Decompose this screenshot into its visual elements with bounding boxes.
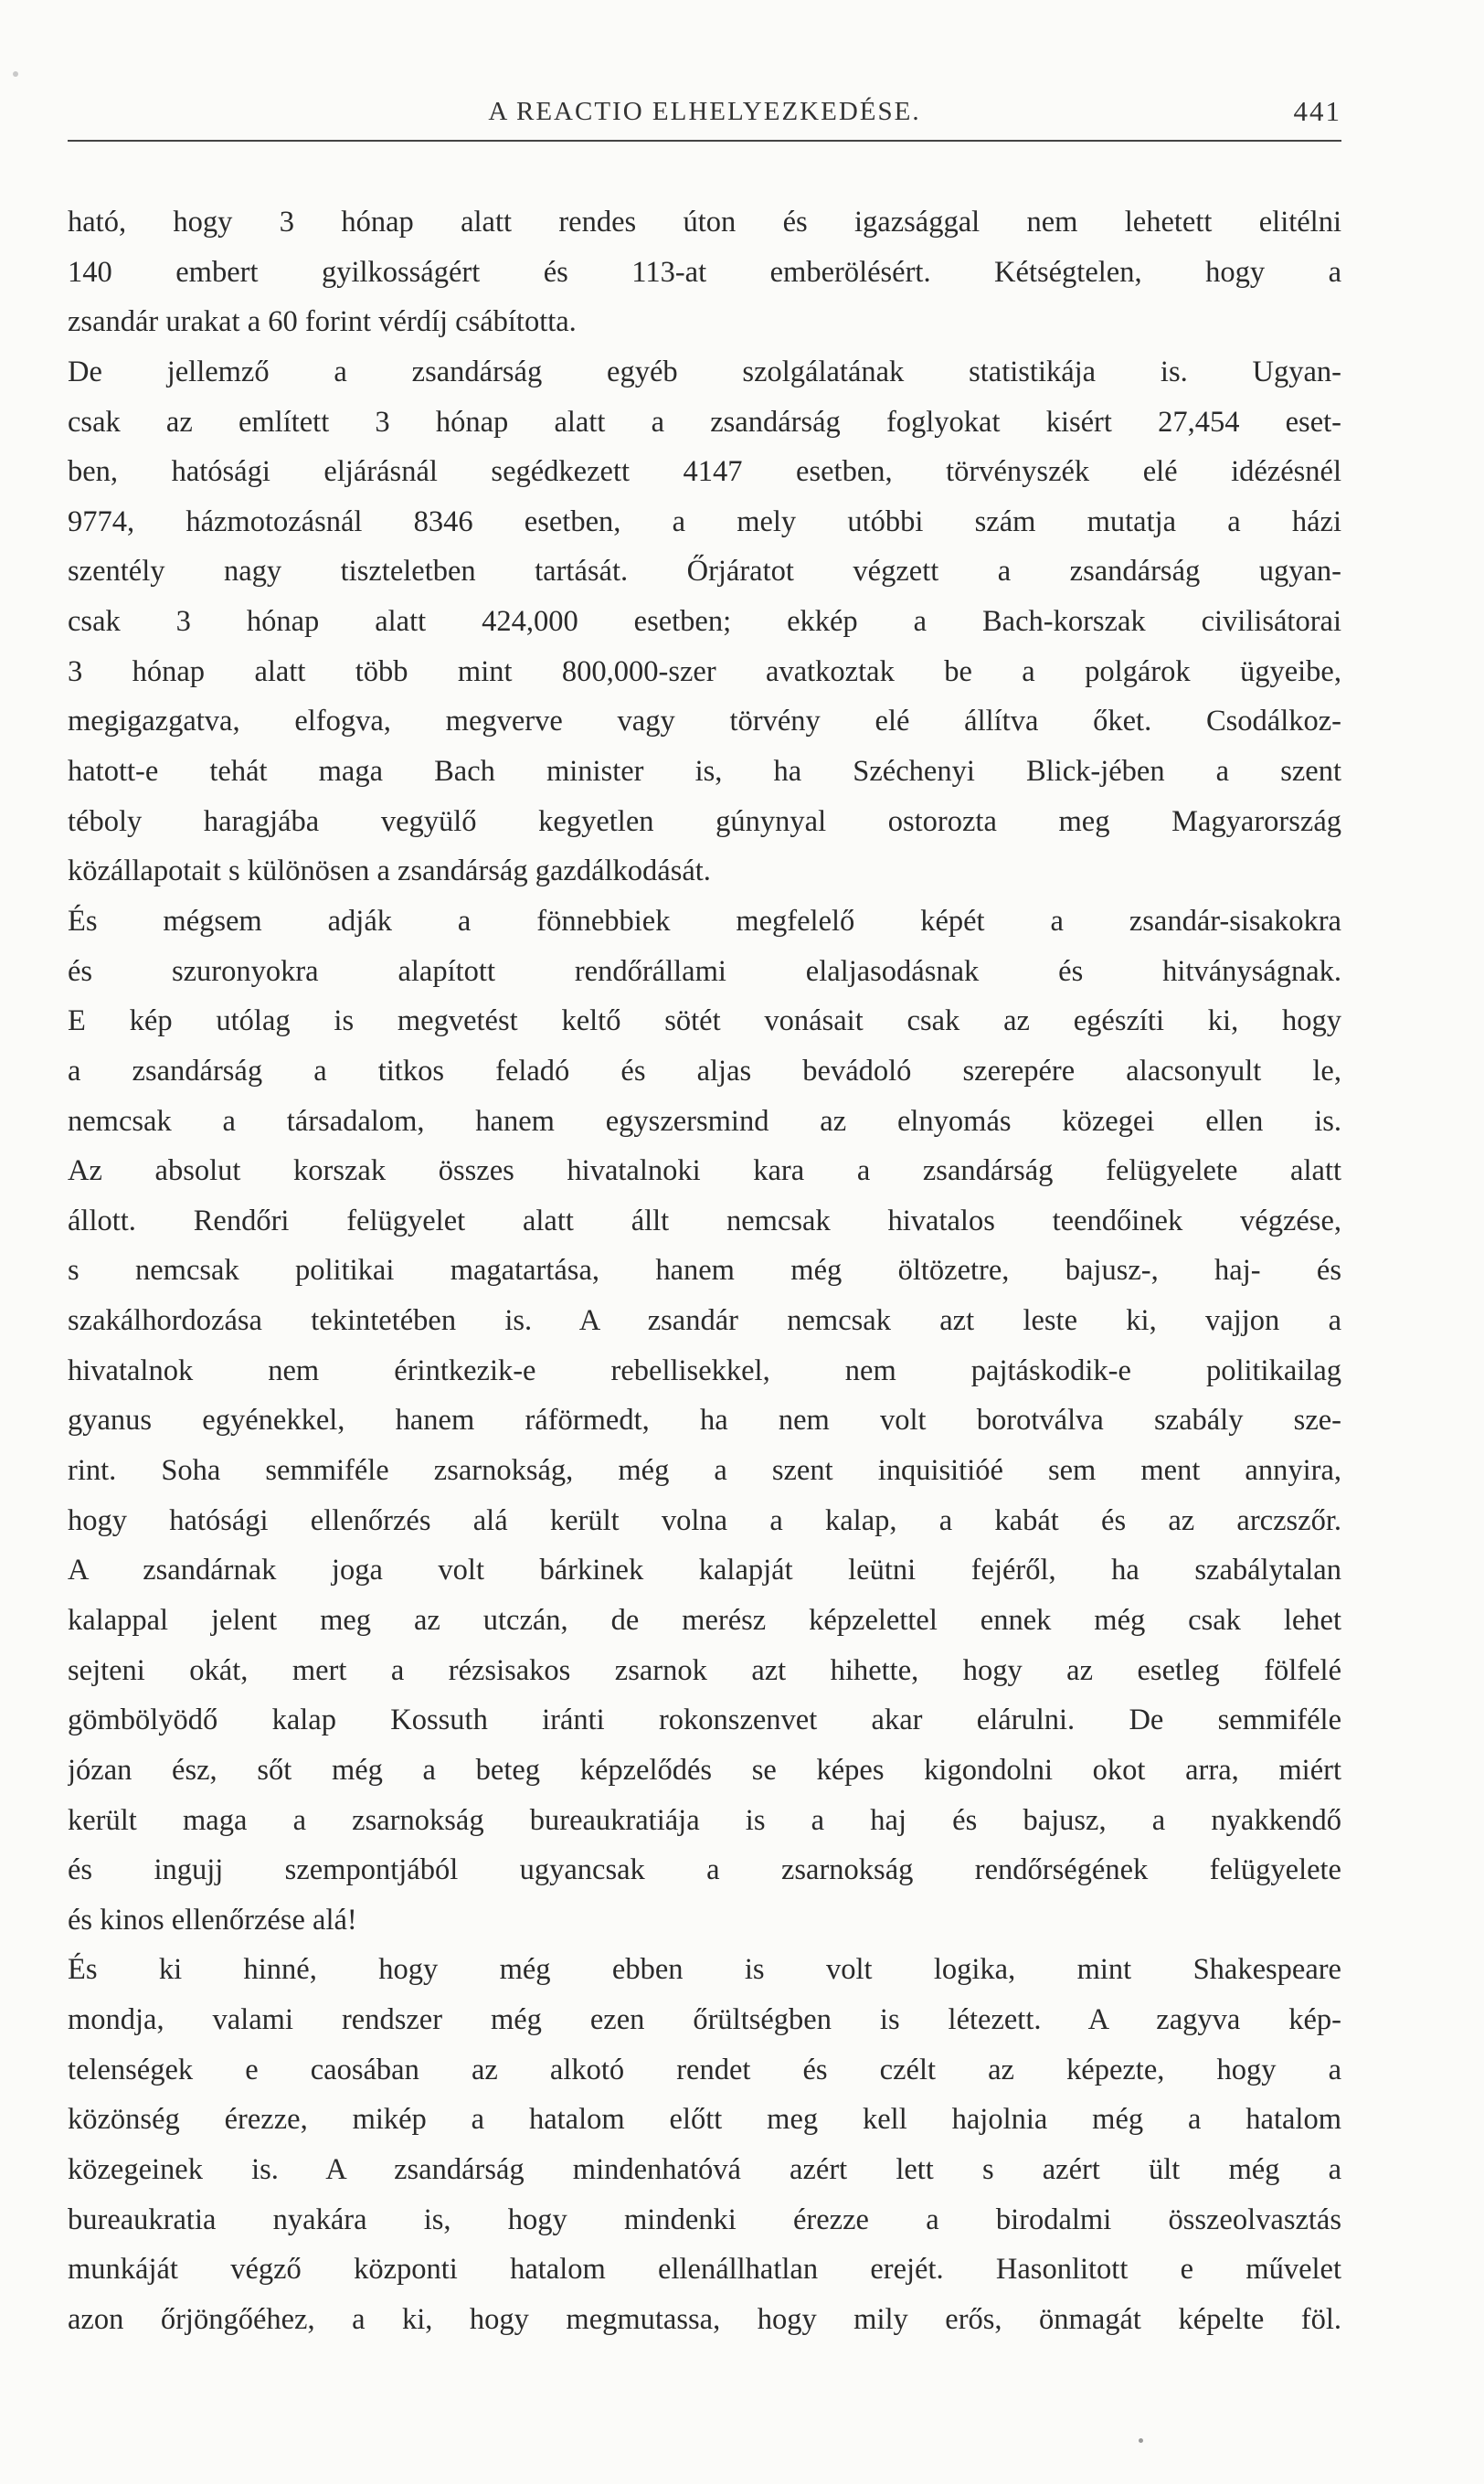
body-text <box>68 197 1341 2345</box>
text-line: és kinos ellenőrzése alá! <box>68 1903 357 1937</box>
text-line: téboly haragjába vegyülő kegyetlen gúnynyal ostorozta meg Magyarország <box>68 804 1341 838</box>
text-line: telenségek e caosában az alkotó rendet és czélt az képezte, hogy a <box>68 2053 1341 2086</box>
text-line: rint. Soha semmiféle zsarnokság, még a szent inquisitióé sem ment annyira, <box>68 1454 1341 1488</box>
text-line: Az absolut korszak összes hivatalnoki kara a zsandárság felügyelete alatt <box>68 1154 1341 1188</box>
running-title: A REACTIO ELHELYEZKEDÉSE. <box>488 97 921 126</box>
paper-speck <box>1139 2438 1143 2443</box>
page-number: 441 <box>1293 95 1341 127</box>
text-line: közegeinek is. A zsandárság mindenhatóvá azért lett s azért ült még a <box>68 2152 1341 2186</box>
text-line: 9774, házmotozásnál 8346 esetben, a mely utóbbi szám mutatja a házi <box>68 504 1341 538</box>
text-line: csak 3 hónap alatt 424,000 esetben; ekkép a Bach-korszak civilisátorai <box>68 605 1341 639</box>
text-line: kalappal jelent meg az utczán, de merész képzelettel ennek még csak lehet <box>68 1603 1341 1637</box>
text-line: munkáját végző központi hatalom ellenállhatlan erejét. Hasonlitott e művelet <box>68 2253 1341 2287</box>
text-line: mondja, valami rendszer még ezen őrültségben is létezett. A zagyva kép- <box>68 2003 1341 2037</box>
text-line: gömbölyödő kalap Kossuth iránti rokonszenvet akar elárulni. De semmiféle <box>68 1704 1341 1737</box>
text-line: és ingujj szempontjából ugyancsak a zsarnokság rendőrségének felügyelete <box>68 1853 1341 1887</box>
text-line: szentély nagy tiszteletben tartását. Őrjáratot végzett a zsandárság ugyan- <box>68 555 1341 589</box>
text-line: És mégsem adják a fönnebbiek megfelelő képét a zsandár-sisakokra <box>68 904 1341 938</box>
text-line: ható, hogy 3 hónap alatt rendes úton és igazsággal nem lehetett elitélni <box>68 206 1341 239</box>
text-line: került maga a zsarnokság bureaukratiája is a haj és bajusz, a nyakkendő <box>68 1803 1341 1837</box>
text-line: csak az említett 3 hónap alatt a zsandárság foglyokat kisért 27,454 eset- <box>68 405 1341 439</box>
text-line: És ki hinné, hogy még ebben is volt logika, mint Shakespeare <box>68 1953 1341 1987</box>
paper-speck <box>13 71 18 77</box>
text-line: E kép utólag is megvetést keltő sötét vonásait csak az egészíti ki, hogy <box>68 1004 1341 1038</box>
text-line: hivatalnok nem érintkezik-e rebellisekkel, nem pajtáskodik-e politikailag <box>68 1353 1341 1387</box>
text-line: A zsandárnak joga volt bárkinek kalapját leütni fejéről, ha szabálytalan <box>68 1554 1341 1587</box>
text-line: a zsandárság a titkos feladó és aljas bevádoló szerepére alacsonyult le, <box>68 1054 1341 1088</box>
text-line: gyanus egyénekkel, hanem ráförmedt, ha nem volt borotválva szabály sze- <box>68 1404 1341 1438</box>
text-line: zsandár urakat a 60 forint vérdíj csábította. <box>68 305 577 339</box>
text-line: s nemcsak politikai magatartása, hanem még öltözetre, bajusz-, haj- és <box>68 1254 1341 1288</box>
text-line: nemcsak a társadalom, hanem egyszersmind az elnyomás közegei ellen is. <box>68 1104 1341 1138</box>
text-line: hatott-e tehát maga Bach minister is, ha Széchenyi Blick-jében a szent <box>68 755 1341 789</box>
text-line: 140 embert gyilkosságért és 113-at emberölésért. Kétségtelen, hogy a <box>68 255 1341 289</box>
text-line: józan ész, sőt még a beteg képzelődés se képes kigondolni okot arra, miért <box>68 1753 1341 1787</box>
text-line: azon őrjöngőéhez, a ki, hogy megmutassa, hogy mily erős, önmagát képelte föl. <box>68 2302 1341 2336</box>
text-line: De jellemző a zsandárság egyéb szolgálatának statistikája is. Ugyan- <box>68 355 1341 388</box>
text-line: hogy hatósági ellenőrzés alá került volna a kalap, a kabát és az arczszőr. <box>68 1503 1341 1537</box>
text-line: közönség érezze, mikép a hatalom előtt meg kell hajolnia még a hatalom <box>68 2103 1341 2137</box>
text-line: közállapotait s különösen a zsandárság gazdálkodását. <box>68 855 711 888</box>
text-line: megigazgatva, elfogva, megverve vagy törvény elé állítva őket. Csodálkoz- <box>68 705 1341 738</box>
text-line: és szuronyokra alapított rendőrállami elaljasodásnak és hitványságnak. <box>68 954 1341 988</box>
text-line: 3 hónap alatt több mint 800,000-szer avatkoztak be a polgárok ügyeibe, <box>68 654 1341 688</box>
text-line: szakálhordozása tekintetében is. A zsandár nemcsak azt leste ki, vajjon a <box>68 1304 1341 1338</box>
header-rule <box>68 140 1341 142</box>
text-line: ben, hatósági eljárásnál segédkezett 4147 esetben, törvényszék elé idézésnél <box>68 455 1341 489</box>
text-line: bureaukratia nyakára is, hogy mindenki érezze a birodalmi összeolvasztás <box>68 2203 1341 2236</box>
text-line: sejteni okát, mert a rézsisakos zsarnok azt hihette, hogy az esetleg fölfelé <box>68 1653 1341 1687</box>
page-header <box>68 91 1341 139</box>
text-line: állott. Rendőri felügyelet alatt állt nemcsak hivatalos teendőinek végzése, <box>68 1204 1341 1237</box>
